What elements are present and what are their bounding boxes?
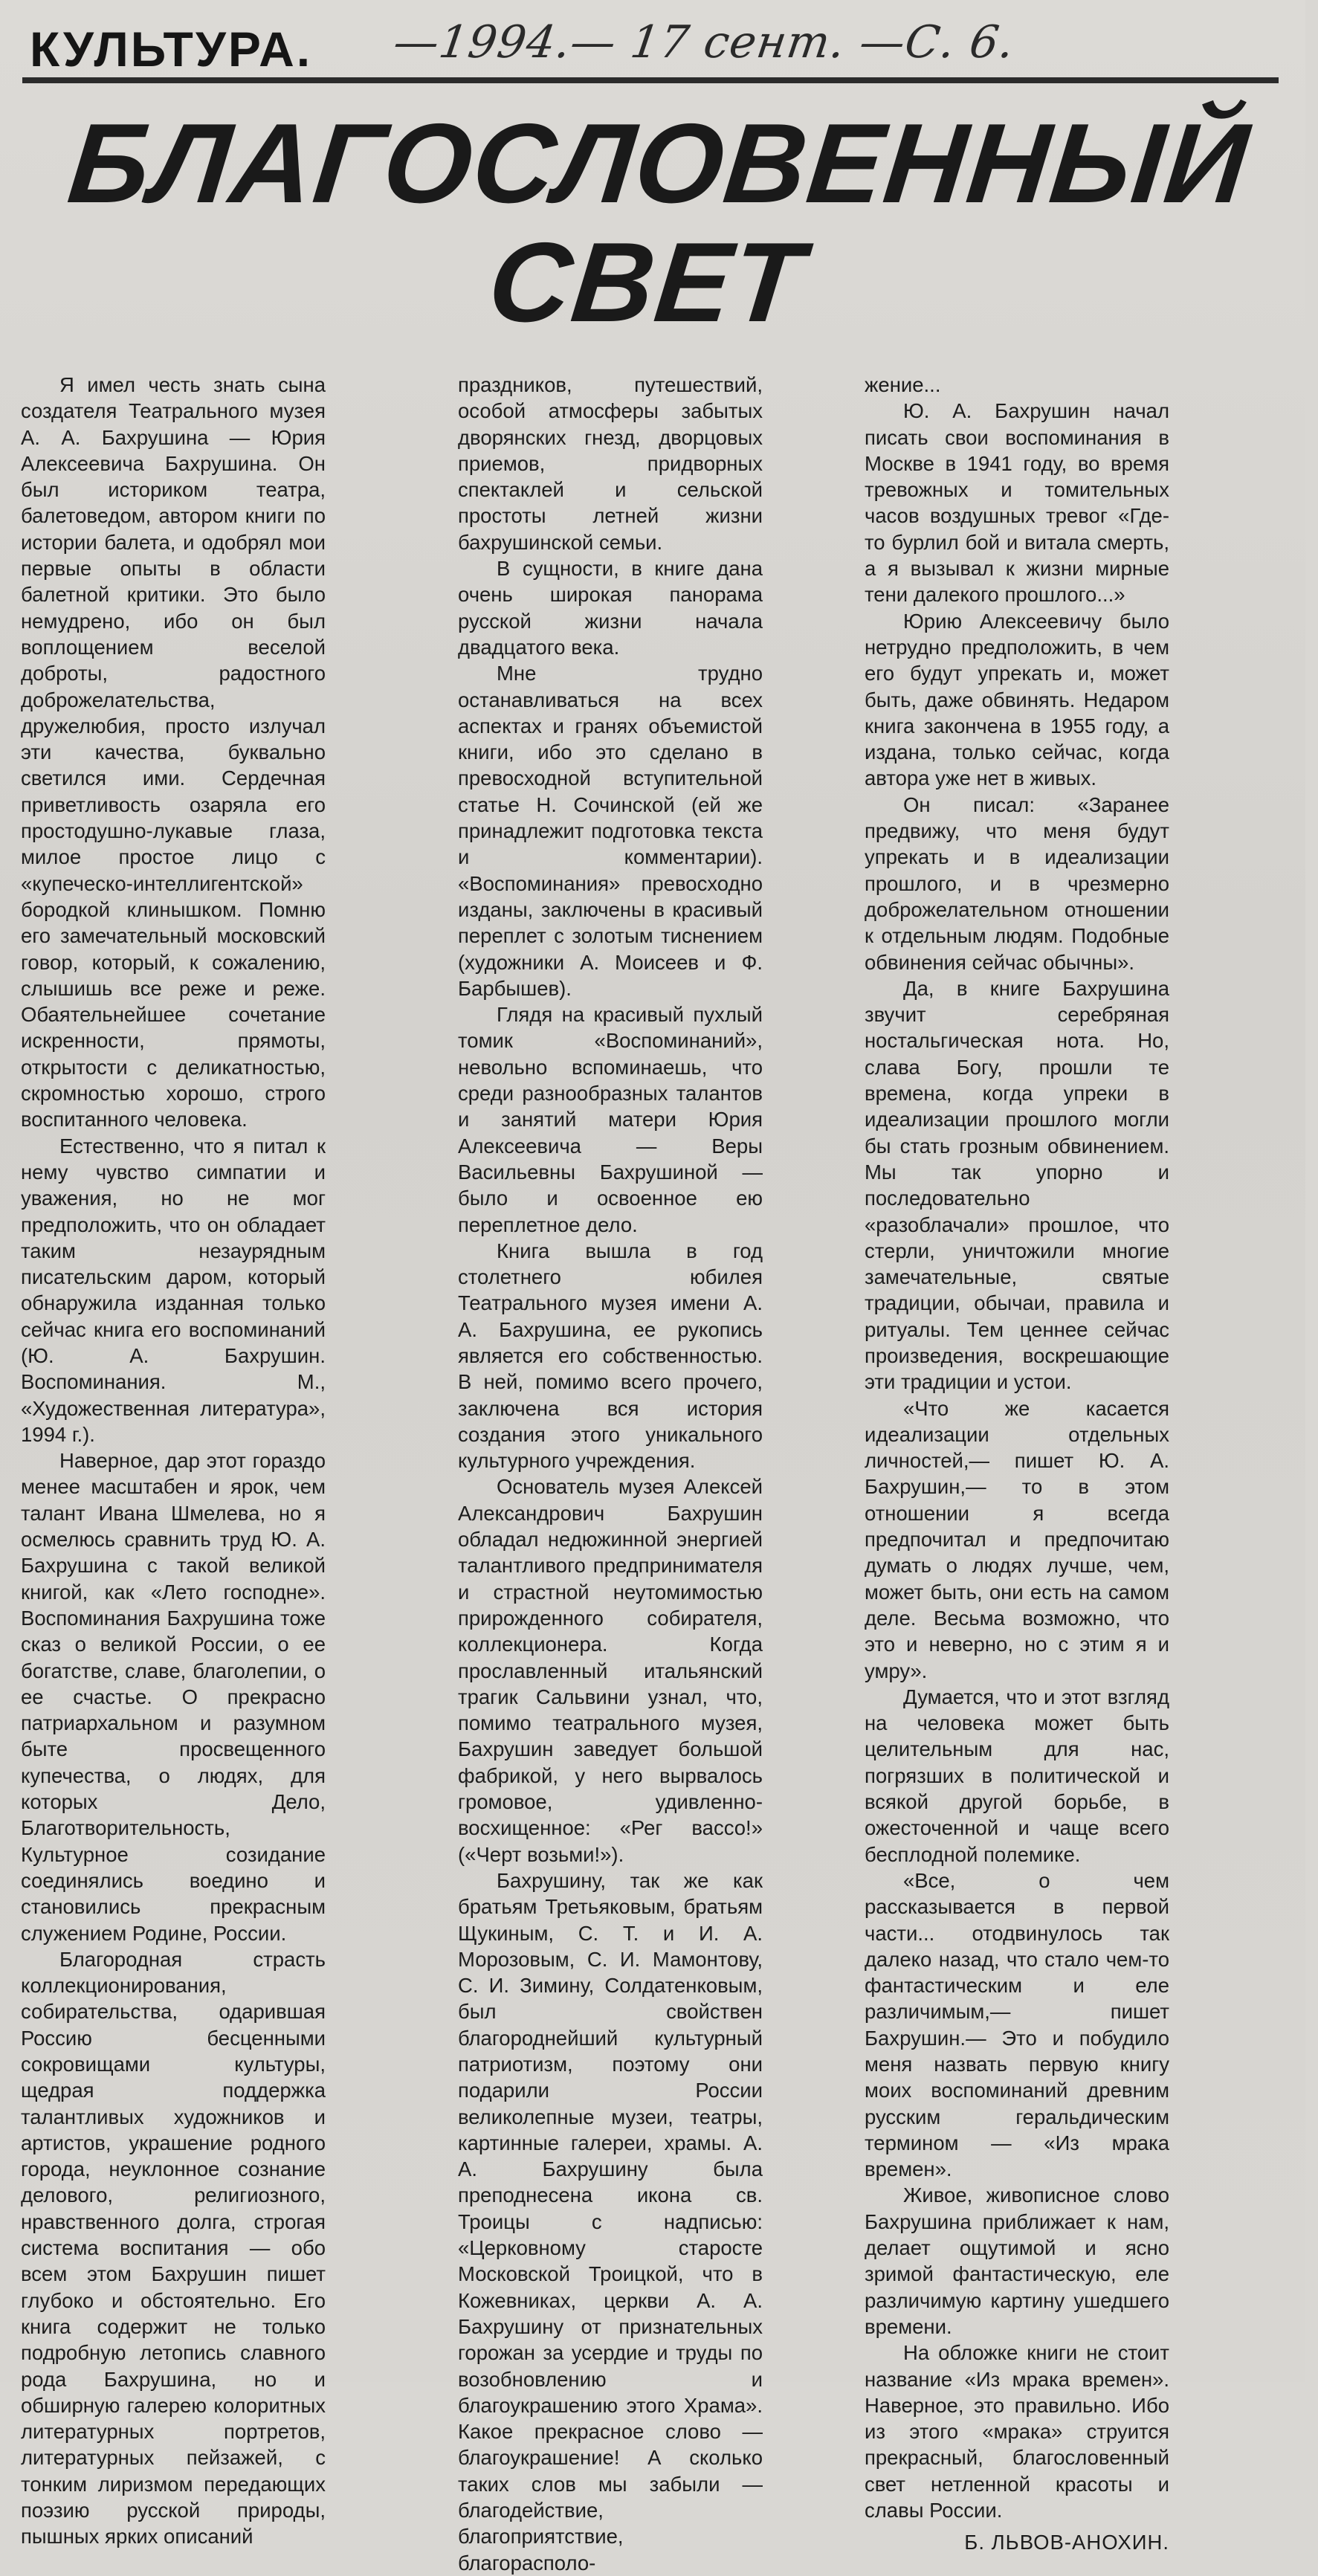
column-3	[865, 372, 1169, 2556]
header	[22, 15, 1279, 77]
paragraph: Книга вышла в год столетнего юбилея Театрального музея имени А. А. Бахрушина, ее рукопись является его собственностью. В ней, помимо всего прочего, заключена вся история создания этого уникального культурного учреждения.	[458, 1239, 763, 1473]
paragraph: Естественно, что я питал к нему чувство симпатии и уважения, но не мог предположить, что он обладает таким незаурядным писательским даром, который обнаружила изданная только сейчас книга его воспоминаний (Ю. А. Бахрушин. Воспоминания. М., «Художественная литература», 1994 г.).	[21, 1134, 326, 1446]
paragraph: праздников, путешествий, особой атмосферы забытых дворянских гнезд, дворцовых приемов, придворных спектаклей и сельской простоты летней жизни бахрушинской семьи.	[458, 373, 763, 554]
paragraph: Бахрушину, так же как братьям Третьяковым, братьям Щукиным, С. Т. и И. А. Морозовым, С. И. Мамонтову, С. И. Зимину, Солдатенковым, был свойствен благороднейший культурный патриотизм, поэтому они подарили России великолепные музеи, театры, картинные галереи, храмы. А. А. Бахрушину была преподнесена икона св. Троицы с надписью: «Церковному старосте Московской Троицкой, что в Кожевниках, церкви А. А. Бахрушину от признательных горожан за усердие и труды по возобновлению и благоукрашению этого Храма». Какое прекрасное слово — благоукрашение! А сколько таких слов мы забыли — благодействие, благоприятствие, благорасполо-	[458, 1868, 763, 2575]
paragraph: «Все, о чем рассказывается в первой части... отодвинулось так далеко назад, что стало чем-то фантастическим и еле различимым,— пишет Бахрушин.— Это и побудило меня назвать первую книгу моих воспоминаний древним русским геральдическим термином — «Из мрака времен».	[865, 1868, 1169, 2181]
paragraph: Наверное, дар этот гораздо менее масштабен и ярок, чем талант Ивана Шмелева, но я осмелюсь сравнить труд Ю. А. Бахрушина с такой великой книгой, как «Лето господне». Воспоминания Бахрушина тоже сказ о великой России, о ее богатстве, славе, благолепии, о ее счастье. О прекрасно патриархальном и разумном быте просвещенного купечества, о людях, для которых Дело, Благотворительность, Культурное созидание соединялись воедино и становились прекрасным служением Родине, России.	[21, 1449, 326, 1945]
paragraph: На обложке книги не стоит название «Из мрака времен». Наверное, это правильно. Ибо из этого «мрака» струится прекрасный, благословенный свет нетленной красоты и славы России.	[865, 2341, 1169, 2522]
paragraph: Думается, что и этот взгляд на человека может быть целительным для нас, погрязших в политической и всякой другой борьбе, в ожесточенной и чаще всего бесплодной полемике.	[865, 1685, 1169, 1866]
paragraph: жение...	[865, 373, 941, 396]
paragraph: Я имел честь знать сына создателя Театрального музея А. А. Бахрушина — Юрия Алексеевича Бахрушина. Он был историком театра, балетоведом, автором книги по истории балета, и одобрял мои первые опыты в области балетной критики. Это было немудрено, ибо он был воплощением веселой доброты, радостного доброжелательства, дружелюбия, просто излучал эти качества, буквально светился ими. Сердечная приветливость озаряла его простодушно-лукавые глаза, милое простое лицо с «купеческо-интеллигентской» бородкой клинышком. Помню его замечательный московский говор, который, к сожалению, слышишь все реже и реже. Обаятельнейшее сочетание искренности, прямоты, открытости с деликатностью, скромностью хорошо, строго воспитанного человека.	[21, 373, 326, 1132]
paragraph: Благородная страсть коллекционирования, собирательства, одарившая Россию бесценными сокровищами культуры, щедрая поддержка талантливых художников и артистов, украшение родного города, неуклонное сознание делового, религиозного, нравственного долга, строгая система воспитания — обо всем этом Бахрушин пишет глубоко и обстоятельно. Его книга содержит не только подробную летопись славного рода Бахрушина, но и обширную галерею колоритных литературных портретов, литературных пейзажей, с тонким лиризмом передающих поэзию русской природы, пышных ярких описаний	[21, 1947, 326, 2548]
paragraph: Да, в книге Бахрушина звучит серебряная ностальгическая нота. Но, слава Богу, прошли те времена, когда упреки в идеализации прошлого могли бы стать грозным обвинением. Мы так упорно и последовательно «разоблачали» прошлое, что стерли, уничтожили многие замечательные, святые традиции, обычаи, правила и ритуалы. Тем ценнее сейчас произведения, воскрешающие эти традиции и устои.	[865, 976, 1169, 1394]
paragraph: Основатель музея Алексей Александрович Бахрушин обладал недюжинной энергией талантливого предпринимателя и страстной неутомимостью прирожденного собирателя, коллекционера. Когда прославленный итальянский трагик Сальвини узнал, что, помимо театрального музея, Бахрушин заведует большой фабрикой, у него вырвалось громовое, удивленно-восхищенное: «Рег вассо!» («Черт возьми!»).	[458, 1475, 763, 1866]
column-2	[458, 372, 763, 2576]
paragraph: «Что же касается идеализации отдельных личностей,— пишет Ю. А. Бахрушин,— то в этом отношении я всегда предпочитал и предпочитаю думать о людях лучше, чем, может быть, они есть на самом деле. Весьма возможно, что это и неверно, но с этим я и умру».	[865, 1396, 1169, 1682]
article-title	[0, 100, 1318, 346]
section-label: КУЛЬТУРА.	[30, 22, 313, 77]
paragraph: Глядя на красивый пухлый томик «Воспоминаний», невольно вспоминаешь, что среди разнообразных талантов и занятий матери Юрия Алексеевича — Веры Васильевны Бахрушиной — было и освоенное ею переплетное дело.	[458, 1003, 763, 1236]
paragraph: В сущности, в книге дана очень широкая панорама русской жизни начала двадцатого века.	[458, 557, 763, 659]
title-line-1: БЛАГОСЛОВЕННЫЙ	[62, 100, 1256, 227]
title-line-2: СВЕТ	[482, 219, 810, 346]
column-1	[21, 372, 326, 2550]
header-rule	[22, 77, 1279, 83]
paragraph: Ю. А. Бахрушин начал писать свои воспоминания в Москве в 1941 году, во время тревожных и томительных часов воздушных тревог «Где-то бурлил бой и витала смерть, а я вызывал к жизни мирные тени далекого прошлого...»	[865, 399, 1169, 607]
paragraph: Мне трудно останавливаться на всех аспектах и гранях объемистой книги, ибо это сделано в превосходной вступительной статье Н. Сочинской (ей же принадлежит подготовка текста и комментарии). «Воспоминания» превосходно изданы, заключены в красивый переплет с золотым тиснением (художники А. Моисеев и Ф. Барбышев).	[458, 662, 763, 1000]
paragraph: Живое, живописное слово Бахрушина приближает к нам, делает ощутимой и ясно зримой фантастическую, еле различимую картину ушедшего времени.	[865, 2183, 1169, 2338]
paragraph: Юрию Алексеевичу было нетрудно предположить, в чем его будут упрекать и, может быть, даже обвинять. Недаром книга закончена в 1955 году, а издана, только сейчас, когда автора уже нет в живых.	[865, 609, 1169, 790]
paragraph: Он писал: «Заранее предвижу, что меня будут упрекать и в идеализации прошлого, и в чрезмерно доброжелательном отношении к отдельным людям. Подобные обвинения сейчас обычны».	[865, 793, 1169, 974]
article-body	[21, 372, 1285, 2575]
author-signature: Б. ЛЬВОВ-АНОХИН.	[964, 2531, 1169, 2554]
handwritten-date-note: —1994.— 17 сент. —С. 6.	[390, 16, 1018, 68]
